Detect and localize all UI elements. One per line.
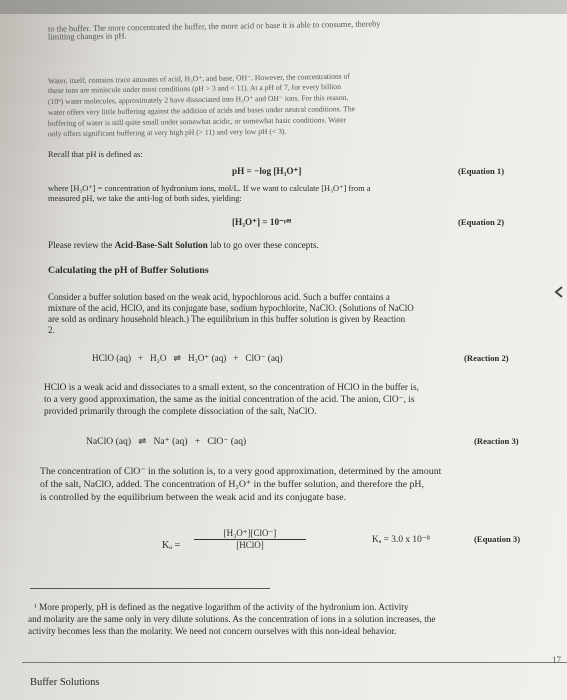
page-bottom-rule bbox=[22, 662, 567, 663]
equation-3-fraction bbox=[194, 528, 306, 550]
consider-line-2: mixture of the acid, HClO, and its conjugate base, sodium hypochlorite, NaClO. (Solutions of NaClO bbox=[48, 303, 414, 313]
review-text: Please review the Acid-Base-Salt Solution lab to go over these concepts. bbox=[48, 240, 319, 250]
footnote-line-2: and molarity are the same only in very dilute solutions. As the concentration of ions in a solution increases, the bbox=[28, 614, 436, 624]
footnote-line-3: activity becomes less than the molarity. We need not concern ourselves with this non-ideal behavior. bbox=[28, 626, 397, 636]
water-line-1: Water, itself, contains trace amounts of acid, H₃O⁺, and base, OH⁻. However, the concentrations of bbox=[47, 71, 350, 86]
hclo-line-2: to a very good approximation, the same as the initial concentration of the acid. The anion, ClO⁻, is bbox=[44, 395, 415, 405]
intro-line-1: to the buffer. The more concentrated the buffer, the more acid or base it is able to consume, thereby bbox=[47, 19, 381, 34]
equation-3-denominator: [HClO] bbox=[236, 540, 264, 550]
equation-3-numerator: [H₃O⁺][ClO⁻] bbox=[194, 528, 306, 540]
footnote-line-1: ¹ More properly, pH is defined as the negative logarithm of the activity of the hydronium ion. Activity bbox=[34, 602, 409, 612]
equation-2: [H₃O⁺] = 10⁻ᵖᴴ bbox=[232, 217, 292, 227]
reaction-2: HClO (aq) + H₂O ⇌ H₃O⁺ (aq) + ClO⁻ (aq) bbox=[92, 353, 283, 363]
water-line-2: these ions are miniscule under most conditions (pH > 3 and < 11). At a pH of 7, for every billion bbox=[47, 81, 342, 96]
conc-line-1: The concentration of ClO⁻ in the solution is, to a very good approximation, determined by the amount bbox=[40, 466, 442, 477]
hclo-line-1: HClO is a weak acid and dissociates to a small extent, so the concentration of HClO in the buffer is, bbox=[44, 383, 419, 393]
recall-text: Recall that pH is defined as: bbox=[48, 150, 143, 159]
conc-line-3: is controlled by the equilibrium between the weak acid and its conjugate base. bbox=[40, 492, 347, 503]
top-strip bbox=[0, 0, 567, 14]
equation-3-label: (Equation 3) bbox=[474, 534, 521, 544]
margin-arrow-icon bbox=[552, 285, 566, 299]
footer-title: Buffer Solutions bbox=[30, 677, 100, 688]
water-line-6: only offers significant buffering at very high pH (> 11) and very low pH (< 3). bbox=[47, 126, 287, 139]
consider-line-3: are sold as ordinary household bleach.) The equilibrium in this buffer solution is given by Reaction bbox=[48, 314, 406, 324]
water-line-4: water offers very little buffering against the addition of acids and bases under neutral conditions. The bbox=[47, 104, 356, 117]
equation-1: pH = −log [H₃O⁺] bbox=[232, 166, 302, 176]
reaction-2-label: (Reaction 2) bbox=[464, 353, 509, 363]
hclo-line-3: provided primarily through the complete dissociation of the salt, NaClO. bbox=[44, 407, 317, 417]
reaction-3: NaClO (aq) ⇌ Na⁺ (aq) + ClO⁻ (aq) bbox=[86, 436, 247, 447]
where-line-2: measured pH, we take the anti-log of both sides, yielding: bbox=[48, 194, 242, 203]
reaction-3-label: (Reaction 3) bbox=[474, 436, 519, 446]
conc-line-2: of the salt, NaClO, added. The concentration of H₃O⁺ in the buffer solution, and therefore the pH, bbox=[40, 479, 424, 490]
water-line-5: buffering of water is still quite small under somewhat acidic, or somewhat basic conditions. Water bbox=[47, 115, 347, 128]
consider-line-1: Consider a buffer solution based on the weak acid, hypochlorous acid. Such a buffer contains a bbox=[48, 292, 390, 302]
consider-line-4: 2. bbox=[48, 325, 55, 335]
page-number: 17 bbox=[552, 655, 561, 665]
water-line-3: (10⁹) water molecules, approximately 2 have dissociated into H₃O⁺ and OH⁻ ions. For this reason, bbox=[47, 92, 349, 107]
intro-line-2: limiting changes in pH. bbox=[47, 31, 127, 42]
equation-3-constant: Kₐ = 3.0 x 10⁻⁸ bbox=[372, 535, 430, 545]
where-line-1: where [H₃O⁺] = concentration of hydronium ions, mol/L. If we want to calculate [H₃O⁺] from a bbox=[48, 184, 371, 193]
section-title: Calculating the pH of Buffer Solutions bbox=[48, 265, 209, 276]
equation-3-lhs: Kₐ = bbox=[162, 540, 181, 551]
equation-2-label: (Equation 2) bbox=[458, 217, 505, 227]
footnote-divider bbox=[30, 588, 270, 589]
equation-1-label: (Equation 1) bbox=[458, 166, 505, 176]
